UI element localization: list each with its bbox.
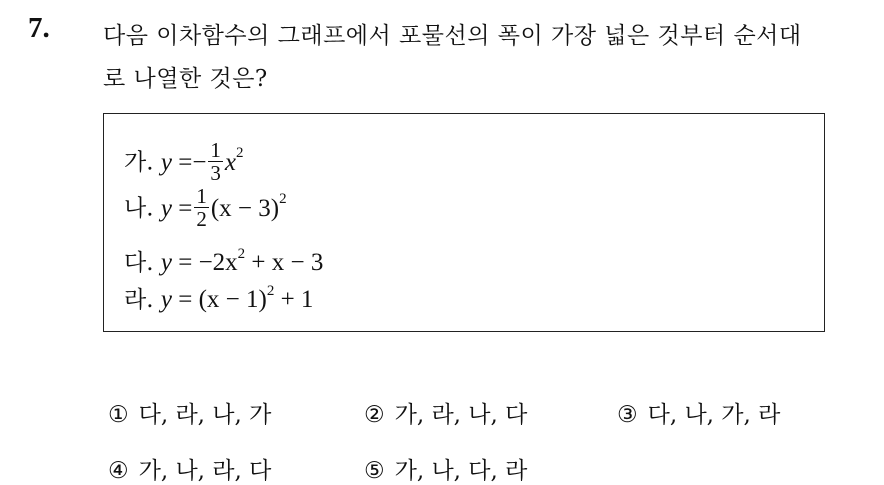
equals-sign: = (178, 249, 193, 276)
equals-sign: = (178, 286, 193, 313)
var-x: x (224, 148, 237, 176)
numerator: 1 (210, 138, 221, 162)
item-label: 다. (124, 250, 154, 276)
fraction (208, 140, 223, 184)
item-na (124, 184, 287, 232)
denominator: 3 (210, 161, 221, 185)
exponent: 2 (236, 145, 244, 162)
choice-2[interactable] (364, 396, 527, 429)
item-label: 가. (124, 149, 154, 176)
equation (160, 282, 314, 313)
var-y: y (160, 194, 172, 222)
choice-text: 가, 라, 나, 다 (394, 402, 528, 428)
equals-sign: = (178, 194, 193, 222)
choice-4[interactable] (108, 452, 271, 485)
expression-head: −2x (198, 249, 238, 276)
expression-tail: (x − 3) (210, 194, 280, 222)
choice-number: ② (364, 402, 385, 428)
denominator: 2 (196, 207, 207, 231)
expression-tail: + x − 3 (245, 249, 324, 276)
exponent: 2 (237, 245, 246, 262)
exponent: 2 (279, 191, 287, 208)
var-y: y (160, 249, 172, 276)
item-label: 나. (124, 195, 154, 222)
choice-5[interactable] (364, 452, 527, 485)
item-label: 라. (124, 287, 154, 313)
expression-tail: + 1 (274, 286, 314, 313)
var-y: y (160, 286, 172, 313)
var-y: y (160, 148, 172, 176)
equation (160, 245, 324, 276)
question-text-line-2: 로 나열한 것은? (103, 66, 268, 92)
choice-1[interactable] (108, 396, 271, 429)
fraction (194, 186, 209, 230)
question-text-line-1: 다음 이차함수의 그래프에서 포물선의 폭이 가장 넓은 것부터 순서대 (103, 23, 802, 49)
equation (160, 138, 244, 185)
expression-head: (x − 1) (198, 286, 267, 313)
item-ra (124, 281, 313, 314)
choice-number: ③ (617, 402, 638, 428)
minus-sign: − (192, 148, 207, 176)
choice-text: 다, 라, 나, 가 (138, 402, 272, 428)
choice-text: 가, 나, 다, 라 (394, 458, 528, 484)
choice-number: ⑤ (364, 458, 385, 484)
exponent: 2 (266, 282, 275, 299)
choice-text: 다, 나, 가, 라 (647, 402, 781, 428)
choice-number: ④ (108, 458, 129, 484)
choice-number: ① (108, 402, 129, 428)
item-ga (124, 138, 244, 186)
equation (160, 184, 287, 231)
item-da (124, 244, 323, 277)
choice-3[interactable] (617, 396, 780, 429)
equals-sign: = (178, 148, 193, 176)
question-number: 7. (28, 12, 50, 44)
conditions-box (103, 113, 825, 332)
choice-text: 가, 나, 라, 다 (138, 458, 272, 484)
numerator: 1 (196, 184, 207, 208)
